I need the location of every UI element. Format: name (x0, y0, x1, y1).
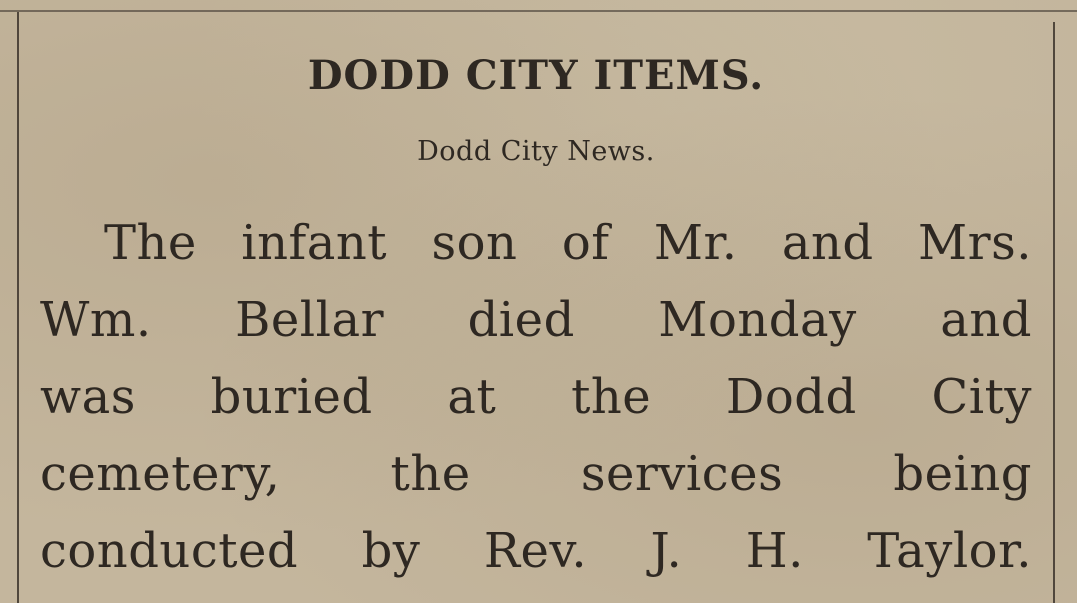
article-headline: DODD CITY ITEMS. (307, 52, 765, 99)
left-column-rule (17, 12, 19, 603)
article-line: Wm. Bellar died Monday and (40, 292, 1032, 348)
right-column-rule (1053, 22, 1055, 603)
article-line: conducted by Rev. J. H. Taylor. (40, 523, 1032, 579)
article-subhead: Dodd City News. (417, 136, 655, 167)
article-line: was buried at the Dodd City (40, 369, 1032, 425)
article-line: The infant son of Mr. and Mrs. (104, 215, 1032, 271)
article-column (40, 0, 1032, 603)
article-line: cemetery, the services being (40, 446, 1032, 502)
